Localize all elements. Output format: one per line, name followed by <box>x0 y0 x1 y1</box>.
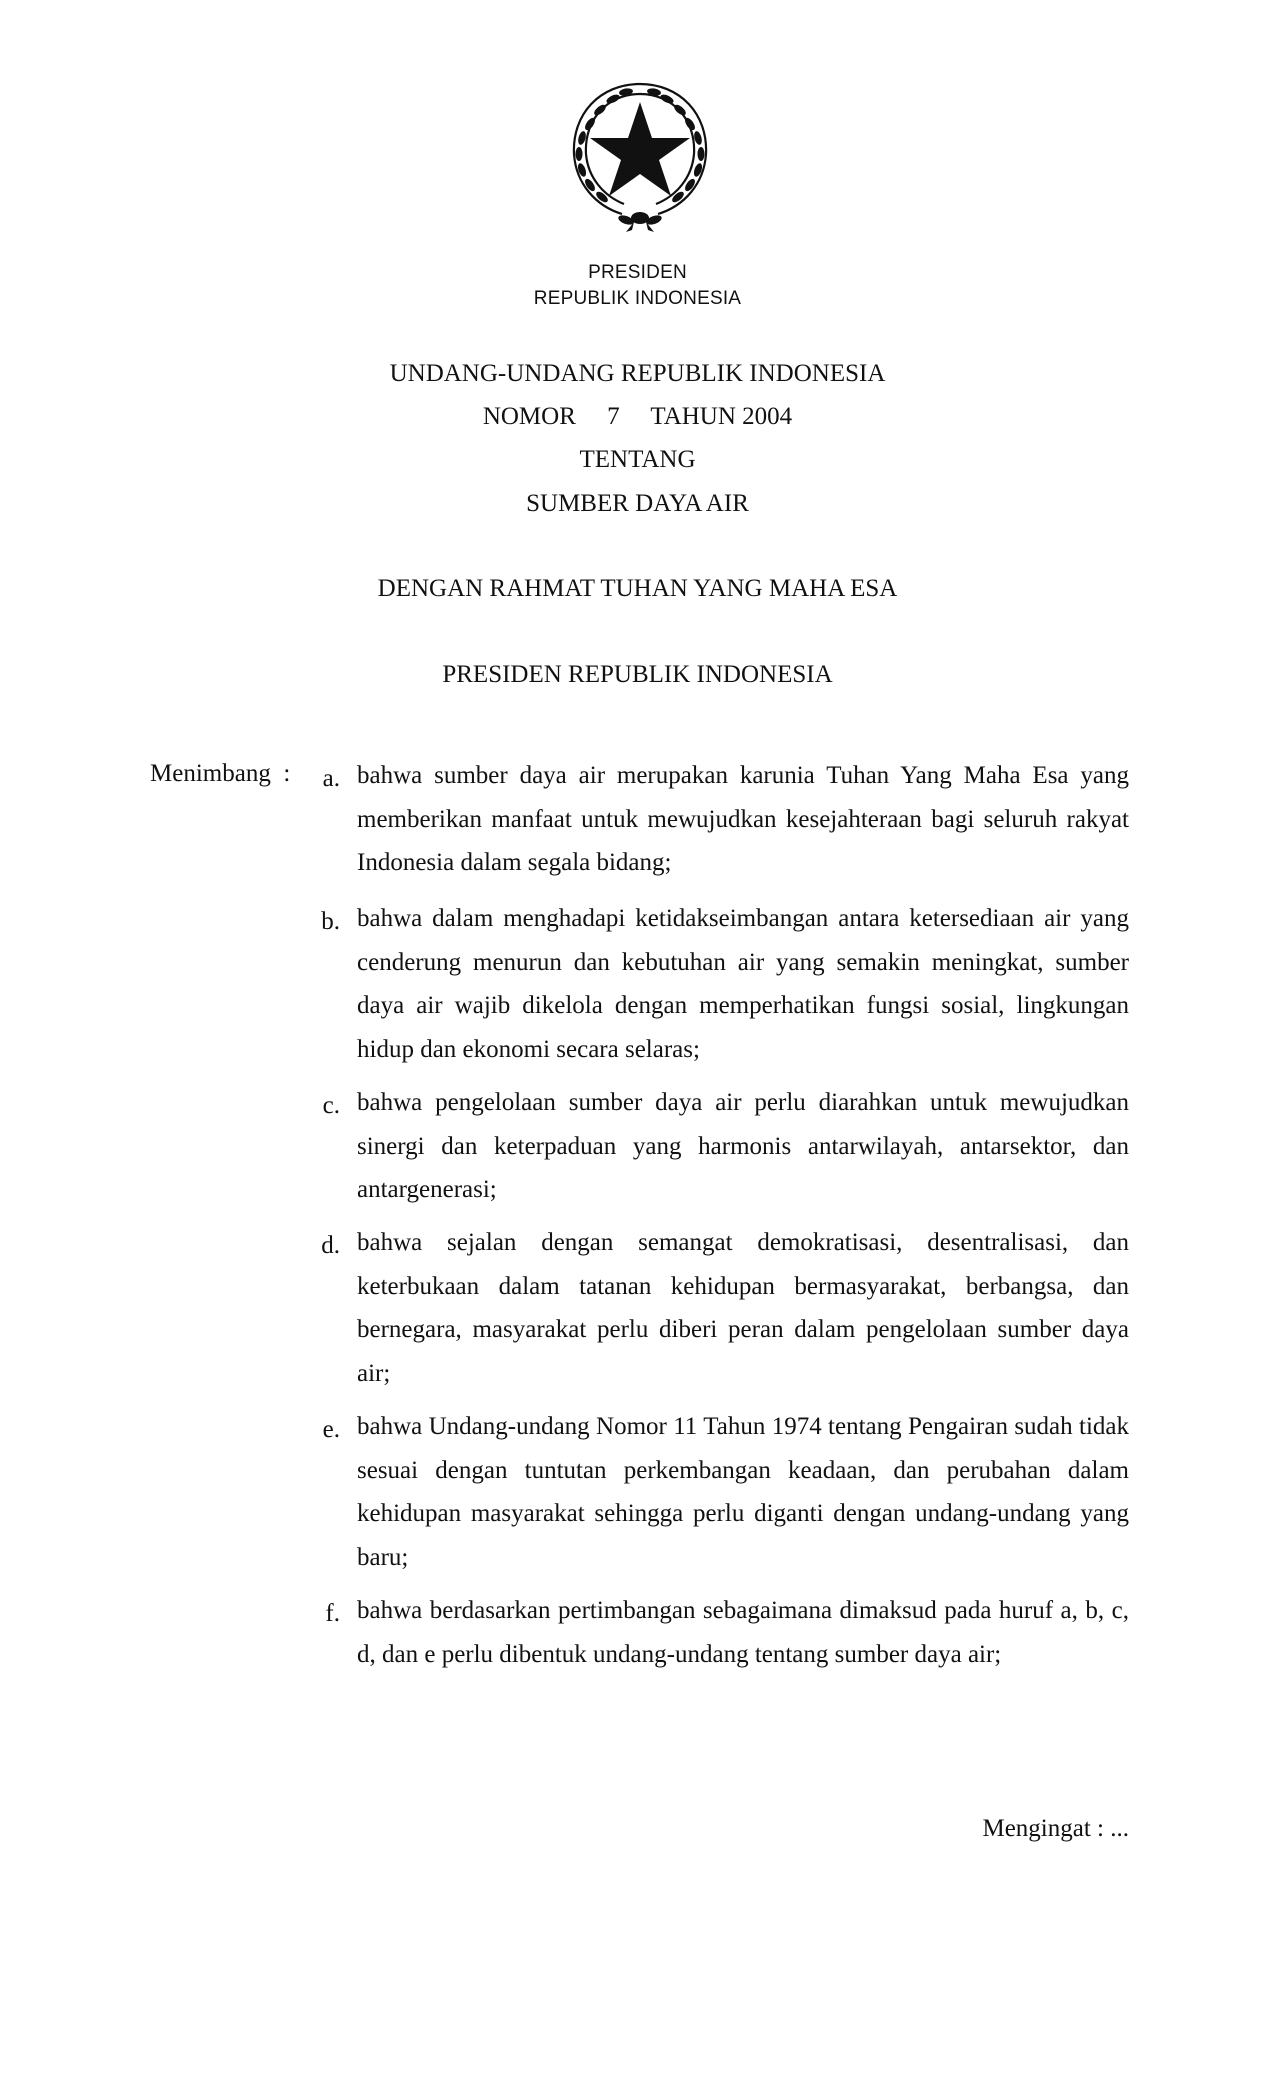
institution-line-2: REPUBLIK INDONESIA <box>533 288 742 309</box>
item-letter: a. <box>322 765 340 792</box>
consideration-item: bahwa sejalan dengan semangat demokratisasi, desentralisasi, dan keterbukaan dalam tatanan kehidupan bermasyarakat, berbangsa, dan bernegara, masyarakat perlu diberi peran dalam pengelolaan sumber daya air; <box>357 1229 1129 1387</box>
institution-line-1: PRESIDEN <box>588 262 687 283</box>
issuer: PRESIDEN REPUBLIK INDONESIA <box>442 661 833 688</box>
item-letter: b. <box>321 908 340 935</box>
consideration-item: bahwa dalam menghadapi ketidakseimbangan antara ketersediaan air yang cenderung menurun dan kebutuhan air yang semakin meningkat, sumber daya air wajib dikelola dengan memperhatikan fungsi sosial, lingkungan hidup dan ekonomi secara selaras; <box>357 905 1129 1063</box>
continuation-reference: Mengingat : ... <box>982 1815 1129 1842</box>
invocation: DENGAN RAHMAT TUHAN YANG MAHA ESA <box>377 575 898 602</box>
law-number: NOMOR 7 TAHUN 2004 <box>482 403 793 430</box>
consideration-item: bahwa Undang-undang Nomor 11 Tahun 1974 tentang Pengairan sudah tidak sesuai dengan tuntutan perkembangan keadaan, dan perubahan dalam kehidupan masyarakat sehingga perlu diganti dengan undang-undang yang baru; <box>357 1413 1129 1571</box>
consideration-item: bahwa berdasarkan pertimbangan sebagaimana dimaksud pada huruf a, b, c, d, dan e perlu dibentuk undang-undang tentang sumber daya air; <box>357 1597 1129 1668</box>
considerations-label: Menimbang : <box>150 760 291 787</box>
law-subject: SUMBER DAYA AIR <box>526 490 749 517</box>
state-emblem-icon <box>560 72 720 234</box>
item-letter: f. <box>325 1600 340 1627</box>
consideration-item: bahwa pengelolaan sumber daya air perlu diarahkan untuk mewujudkan sinergi dan keterpaduan yang harmonis antarwilayah, antarsektor, dan antargenerasi; <box>357 1089 1129 1203</box>
consideration-item: bahwa sumber daya air merupakan karunia Tuhan Yang Maha Esa yang memberikan manfaat untuk mewujudkan kesejahteraan bagi seluruh rakyat Indonesia dalam segala bidang; <box>357 762 1129 876</box>
law-about-label: TENTANG <box>579 446 696 473</box>
item-letter: e. <box>322 1416 340 1443</box>
item-letter: d. <box>321 1232 340 1259</box>
law-title: UNDANG-UNDANG REPUBLIK INDONESIA <box>389 360 886 387</box>
item-letter: c. <box>322 1092 340 1119</box>
